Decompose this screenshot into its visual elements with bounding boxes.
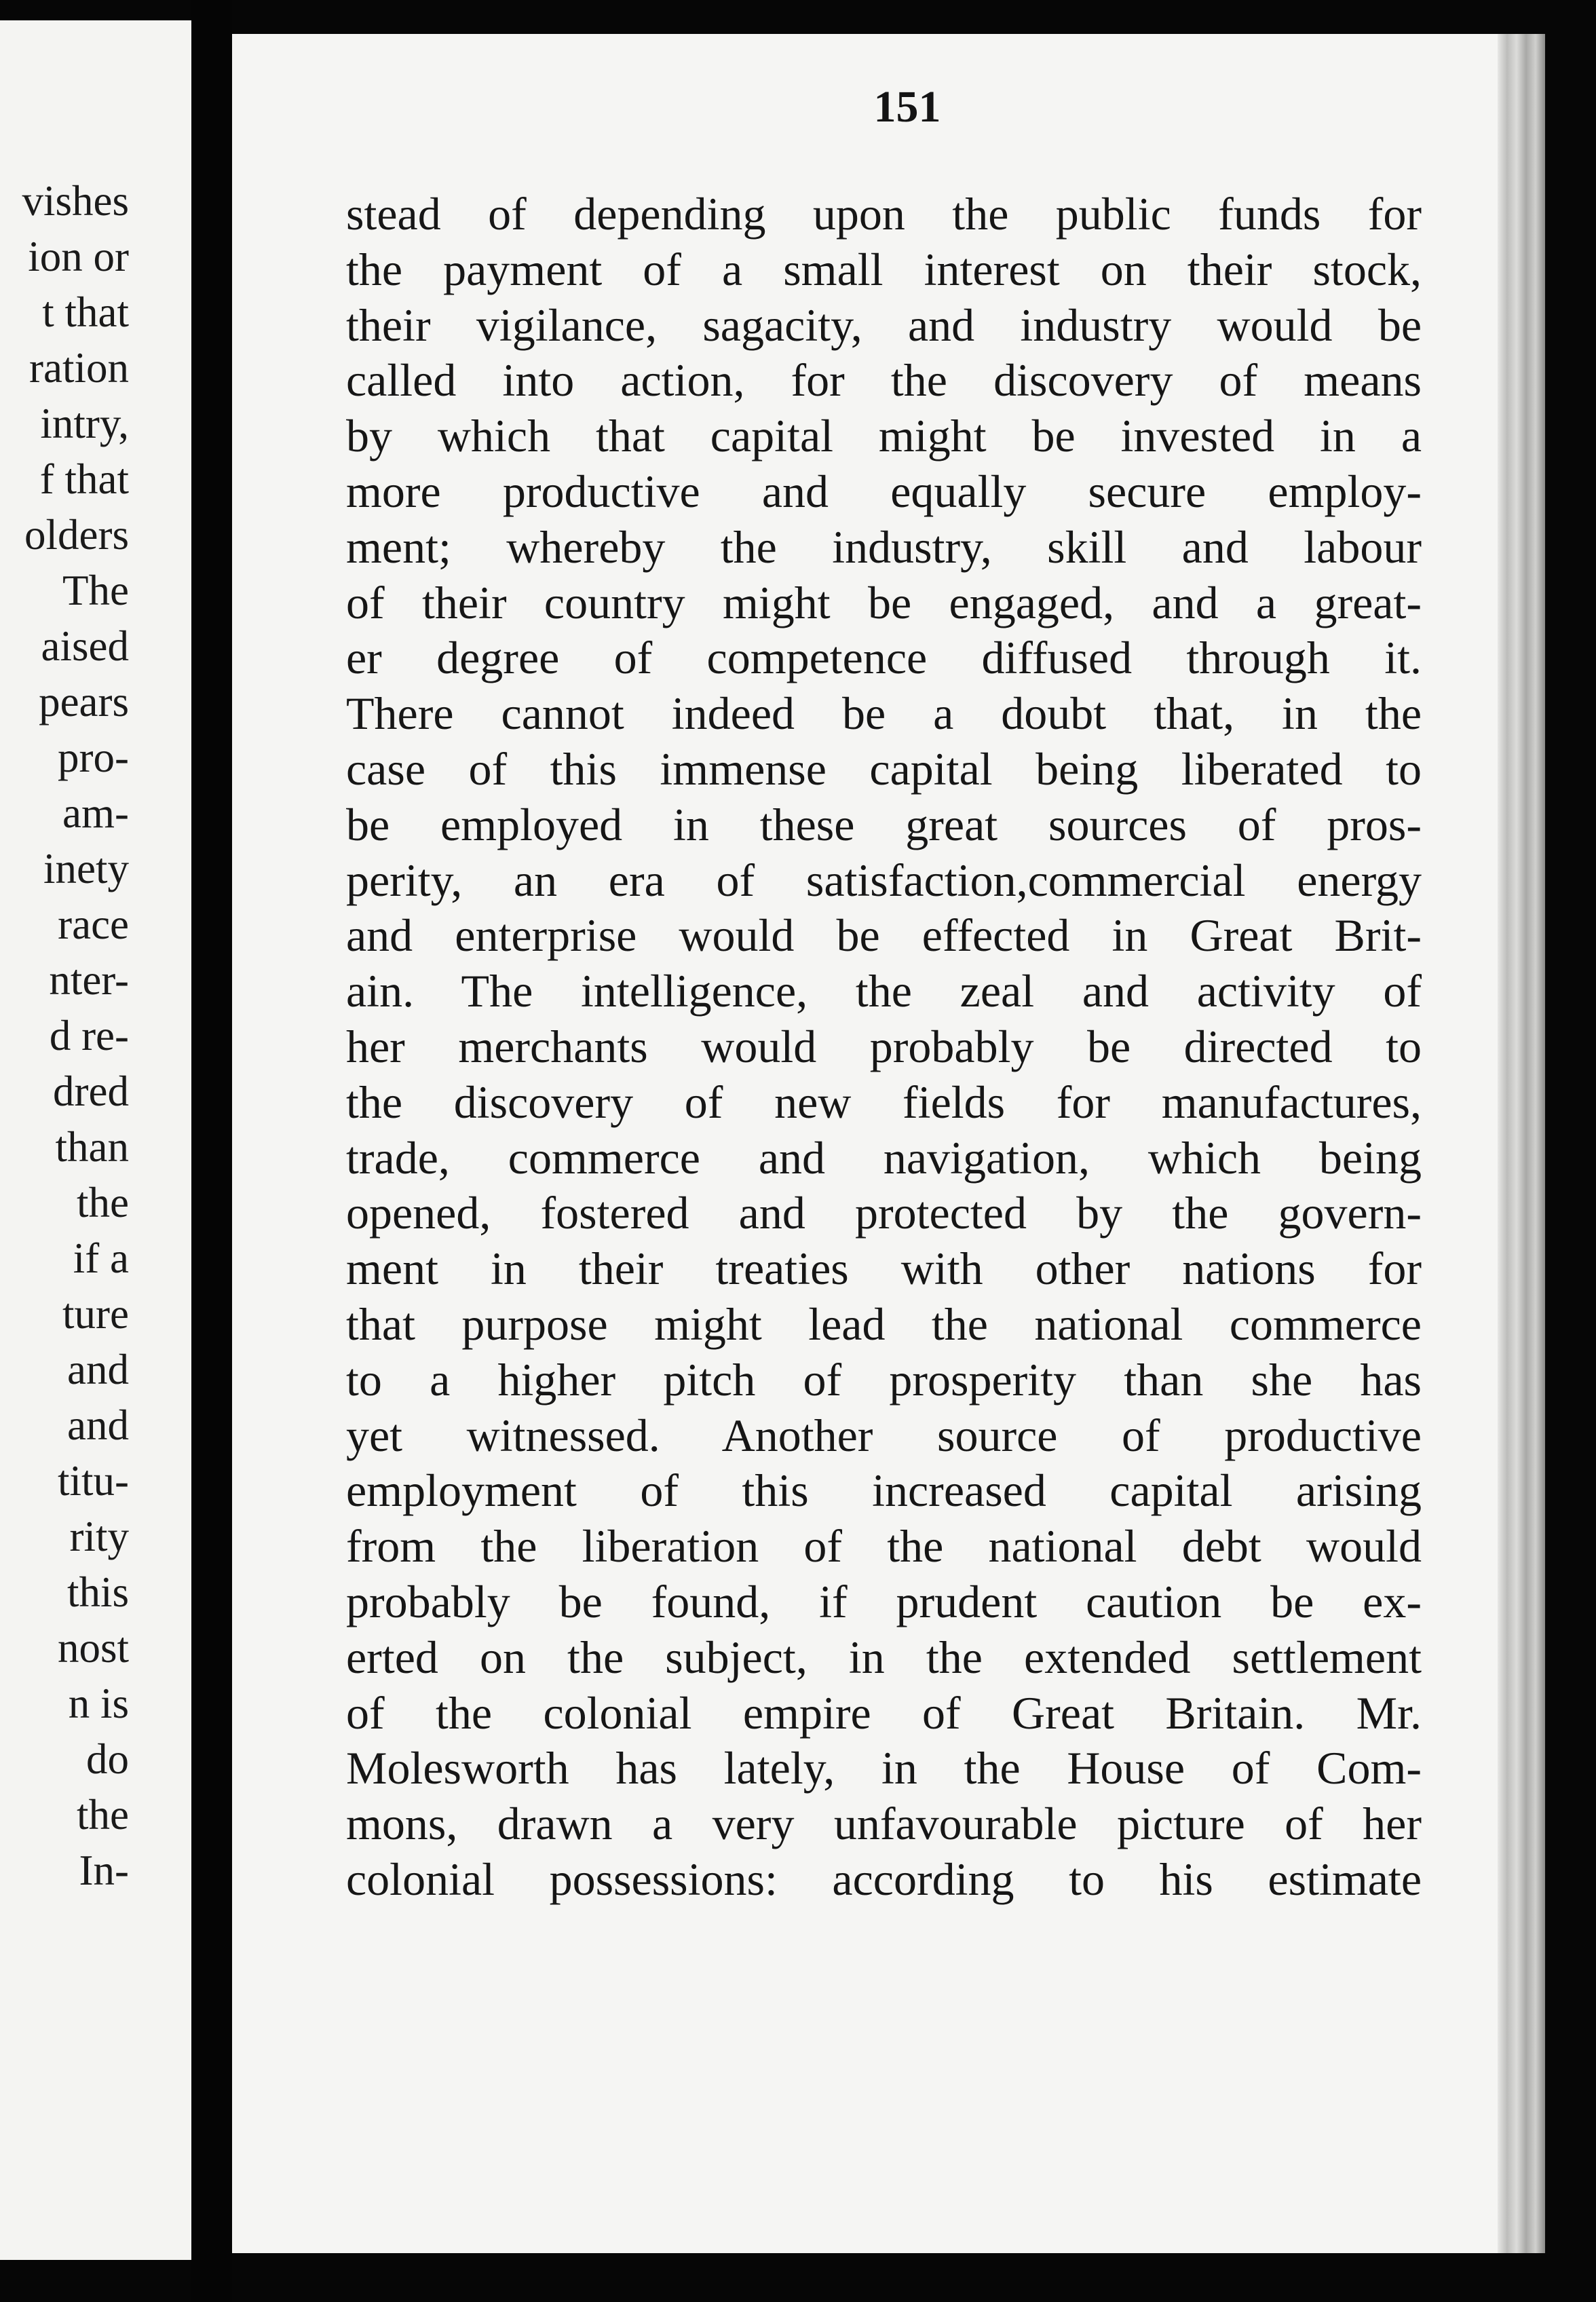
text-line: perity, an era of satisfaction,commercial energy: [346, 854, 1422, 906]
text-line: the discovery of new fields for manufactures,: [346, 1076, 1422, 1128]
text-line: employment of this increased capital arising: [346, 1465, 1422, 1517]
text-line: called into action, for the discovery of means: [346, 354, 1422, 407]
text-line: and enterprise would be effected in Great Brit-: [346, 909, 1422, 962]
text-line: mons, drawn a very unfavourable picture of her: [346, 1798, 1422, 1850]
text-line: opened, fostered and protected by the govern-: [346, 1187, 1422, 1239]
left-page-line: f that: [39, 455, 129, 503]
left-page-line: ion or: [28, 233, 129, 280]
text-line: stead of depending upon the public funds for: [346, 188, 1422, 240]
left-page-line: dred: [53, 1068, 129, 1115]
text-line: ment in their treaties with other nations for: [346, 1243, 1422, 1295]
left-page-line: vishes: [22, 177, 129, 225]
text-line: of their country might be engaged, and a great-: [346, 576, 1422, 628]
text-line: erted on the subject, in the extended settlement: [346, 1631, 1422, 1683]
text-line: be employed in these great sources of pros-: [346, 798, 1422, 850]
text-line: her merchants would probably be directed to: [346, 1020, 1422, 1072]
left-page-line: n is: [68, 1680, 129, 1727]
text-line: to a higher pitch of prosperity than she has: [346, 1353, 1422, 1405]
left-page-line: inety: [43, 845, 129, 892]
page-number: 151: [873, 82, 941, 132]
left-page-text-column: [0, 173, 129, 1898]
book-spine-gutter: [191, 0, 232, 2302]
left-page-line: do: [86, 1735, 129, 1783]
text-line: from the liberation of the national debt would: [346, 1520, 1422, 1572]
left-page-line: this: [66, 1568, 129, 1616]
text-line: colonial possessions: according to his estimate: [346, 1853, 1422, 1905]
text-line: trade, commerce and navigation, which being: [346, 1131, 1422, 1184]
left-page-line: intry,: [40, 400, 129, 447]
page-body-text: [346, 187, 1422, 1908]
left-page-line: and: [67, 1346, 129, 1393]
left-page-line: and: [67, 1401, 129, 1449]
left-page-line: nost: [57, 1624, 129, 1672]
left-page-line: than: [55, 1123, 129, 1171]
left-page-line: the: [77, 1791, 129, 1838]
text-line: ain. The intelligence, the zeal and activity of: [346, 965, 1422, 1017]
text-line: There cannot indeed be a doubt that, in the: [346, 687, 1422, 740]
left-page-line: aised: [41, 622, 129, 670]
text-line: more productive and equally secure employ-: [346, 465, 1422, 517]
text-line: the payment of a small interest on their stock,: [346, 243, 1422, 295]
left-page-line: d re-: [49, 1012, 129, 1059]
left-page-line: olders: [24, 511, 129, 559]
left-page-line: titu-: [58, 1457, 129, 1505]
text-line: Molesworth has lately, in the House of Com-: [346, 1742, 1422, 1794]
left-page-line: ration: [29, 344, 129, 392]
left-page-line: race: [58, 901, 129, 948]
left-page-fragment: [0, 20, 191, 2260]
left-page-line: ture: [62, 1290, 129, 1338]
left-page-line: pears: [39, 678, 129, 725]
left-page-line: if a: [73, 1234, 129, 1282]
left-page-line: the: [77, 1179, 129, 1226]
left-page-line: am-: [62, 789, 129, 837]
text-line: yet witnessed. Another source of productive: [346, 1409, 1422, 1461]
left-page-line: The: [62, 567, 129, 614]
text-line: ment; whereby the industry, skill and labour: [346, 521, 1422, 573]
text-line: their vigilance, sagacity, and industry would be: [346, 299, 1422, 351]
right-page: [232, 34, 1545, 2253]
text-line: of the colonial empire of Great Britain. Mr.: [346, 1686, 1422, 1739]
text-line: er degree of competence diffused through it.: [346, 632, 1422, 684]
left-page-line: rity: [69, 1513, 129, 1560]
left-page-line: t that: [42, 288, 129, 336]
left-page-line: nter-: [49, 956, 129, 1004]
page-edge-shading: [1498, 34, 1545, 2253]
left-page-line: pro-: [58, 734, 129, 781]
text-line: probably be found, if prudent caution be ex-: [346, 1575, 1422, 1627]
text-line: that purpose might lead the national commerce: [346, 1298, 1422, 1350]
left-page-line: In-: [79, 1847, 129, 1894]
text-line: case of this immense capital being liberated to: [346, 742, 1422, 795]
text-line: by which that capital might be invested in a: [346, 410, 1422, 462]
